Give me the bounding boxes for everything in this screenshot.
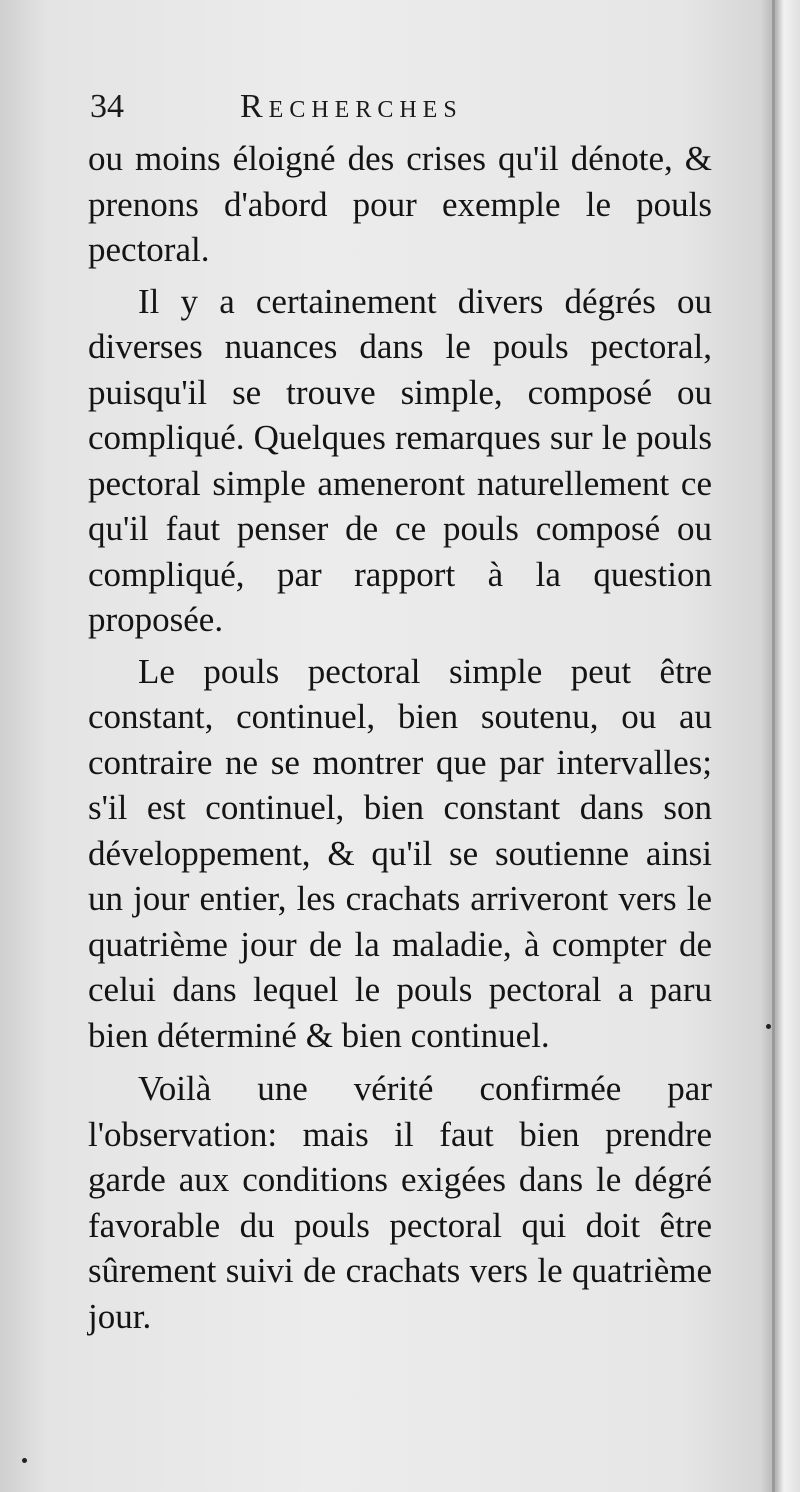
- paragraph: Le pouls pectoral simple peut être constant, continuel, bien soutenu, ou au contraire ne se montrer que par intervalles; s'il est continuel, bien constant dans son développement, & qu'il se soutienne ainsi un jour entier, les crachats arriveront vers le quatrième jour de la maladie, à compter de celui dans lequel le pouls pectoral a paru bien déterminé & bien continuel.: [88, 651, 712, 1055]
- ink-speck: [766, 1024, 771, 1029]
- page-header: [90, 88, 720, 132]
- paragraph: Il y a certainement divers dégrés ou diverses nuances dans le pouls pectoral, puisqu'il se trouve simple, composé ou compliqué. Quelques remarques sur le pouls pectoral simple ameneront naturellement ce qu'il faut penser de ce pouls composé ou compliqué, par rapport à la question proposée.: [88, 281, 712, 639]
- page-number: 34: [90, 88, 124, 125]
- running-head: Recherches: [240, 88, 463, 125]
- ink-speck: [22, 1458, 27, 1463]
- paragraph: ou moins éloigné des crises qu'il dénote, & prenons d'abord pour exemple le pouls pectoral.: [88, 139, 712, 269]
- paragraph: Voilà une vérité confirmée par l'observation: mais il faut bien prendre garde aux conditions exigées dans le dégré favorable du pouls pectoral qui doit être sûrement suivi de crachats vers le quatrième jour.: [88, 1069, 712, 1336]
- body-text: [88, 136, 712, 1345]
- page-gutter: [772, 0, 775, 1492]
